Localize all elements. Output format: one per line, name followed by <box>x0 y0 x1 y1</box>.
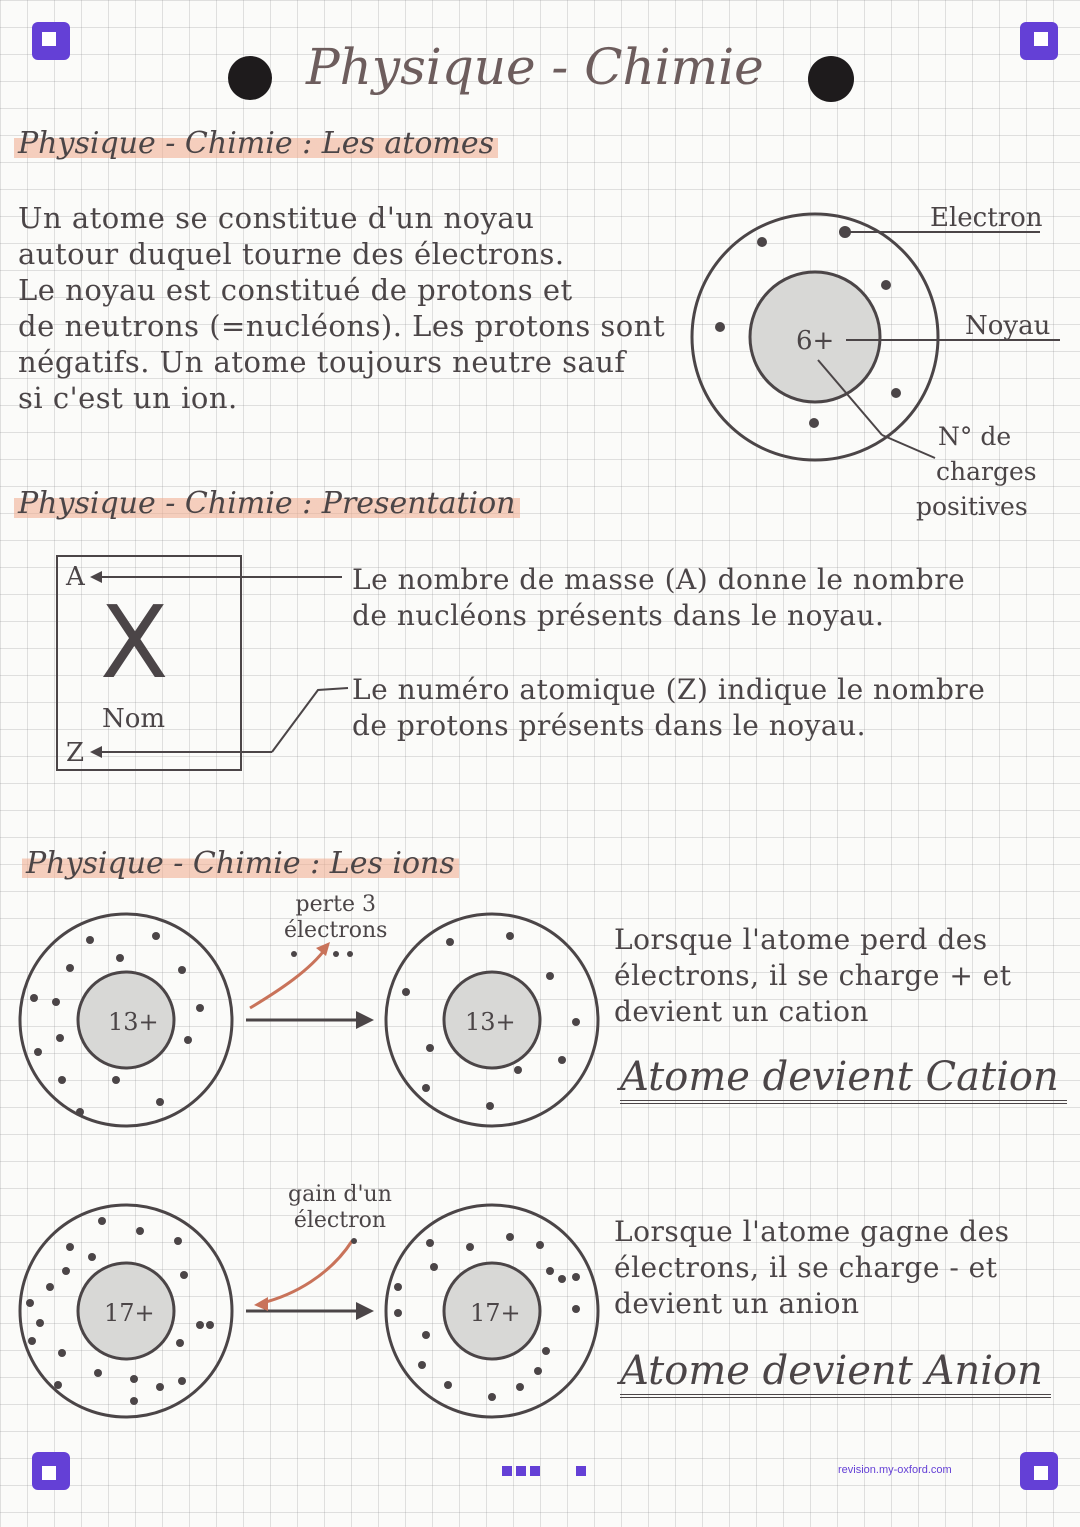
anion-text-line: devient un anion <box>614 1287 860 1320</box>
footer-logo-bars <box>502 1466 592 1476</box>
atom-diagram <box>680 190 1070 530</box>
presentation-arrows <box>80 560 360 760</box>
electron-dot <box>809 418 819 428</box>
section-heading-atomes: Physique - Chimie : Les atomes <box>14 126 498 161</box>
anion-arrow-label-line: gain d'un <box>288 1182 392 1207</box>
cation-arrow-label-line: perte 3 <box>295 892 376 917</box>
anion-arrow-label-line: électron <box>293 1208 387 1233</box>
atomes-line: Le noyau est constitué de protons et <box>18 273 573 307</box>
anion-conclusion: Atome devient Anion <box>620 1348 1051 1398</box>
label-charges-line: positives <box>916 492 1028 521</box>
atomes-paragraph <box>18 200 688 416</box>
electron-dot <box>891 388 901 398</box>
mass-line: de nucléons présents dans le noyau. <box>352 599 885 632</box>
corner-marker-bottom-right <box>1020 1452 1058 1490</box>
label-charges-line: charges <box>936 457 1037 486</box>
section-heading-presentation: Physique - Chimie : Presentation <box>14 486 520 521</box>
box-atomic-number: Z <box>66 738 85 768</box>
anion-text <box>614 1214 1074 1322</box>
electron-dot <box>881 280 891 290</box>
corner-marker-top-left <box>32 22 70 60</box>
anion-text-line: électrons, il se charge - et <box>614 1251 998 1284</box>
cation-text <box>614 922 1074 1030</box>
box-name: Nom <box>102 704 166 734</box>
atomes-line: de neutrons (=nucléons). Les protons sont <box>18 309 666 343</box>
title-dot-right <box>808 56 854 102</box>
cation-text-line: Lorsque l'atome perd des <box>614 923 988 956</box>
box-symbol: X <box>100 584 169 701</box>
electron-dot <box>757 237 767 247</box>
label-charges-line: N° de <box>938 422 1012 451</box>
page-title: Physique - Chimie <box>306 38 764 96</box>
cation-text-line: devient un cation <box>614 995 869 1028</box>
label-electron: Electron <box>930 203 1043 233</box>
atomes-line: autour duquel tourne des électrons. <box>18 237 565 271</box>
mass-line: Le nombre de masse (A) donne le nombre <box>352 563 966 596</box>
corner-marker-top-right <box>1020 22 1058 60</box>
title-dot-left <box>228 56 272 100</box>
electron-dot <box>715 322 725 332</box>
label-noyau: Noyau <box>965 311 1051 341</box>
cation-text-line: électrons, il se charge + et <box>614 959 1012 992</box>
cation-arrow-label-line: électrons <box>284 918 388 943</box>
atomic-line: Le numéro atomique (Z) indique le nombre <box>352 673 986 706</box>
cation-arrow-label <box>284 892 387 944</box>
anion-right-charge: 17+ <box>470 1299 521 1327</box>
atom-charge: 6+ <box>796 326 835 356</box>
anion-arrow-label <box>288 1182 392 1234</box>
atomes-line: si c'est un ion. <box>18 381 238 415</box>
cation-conclusion: Atome devient Cation <box>620 1054 1067 1104</box>
atomic-line: de protons présents dans le noyau. <box>352 709 867 742</box>
corner-marker-bottom-left <box>32 1452 70 1490</box>
footer-url[interactable]: revision.my-oxford.com <box>838 1464 952 1476</box>
section-heading-ions: Physique - Chimie : Les ions <box>22 846 459 881</box>
cation-left-charge: 13+ <box>108 1008 159 1036</box>
atomes-line: négatifs. Un atome toujours neutre sauf <box>18 345 626 379</box>
anion-text-line: Lorsque l'atome gagne des <box>614 1215 1010 1248</box>
atomes-line: Un atome se constitue d'un noyau <box>18 201 535 235</box>
cation-right-charge: 13+ <box>465 1008 516 1036</box>
mass-number-description <box>352 562 1072 634</box>
anion-left-charge: 17+ <box>104 1299 155 1327</box>
box-mass-number: A <box>66 562 85 592</box>
atomic-number-description <box>352 672 1072 744</box>
